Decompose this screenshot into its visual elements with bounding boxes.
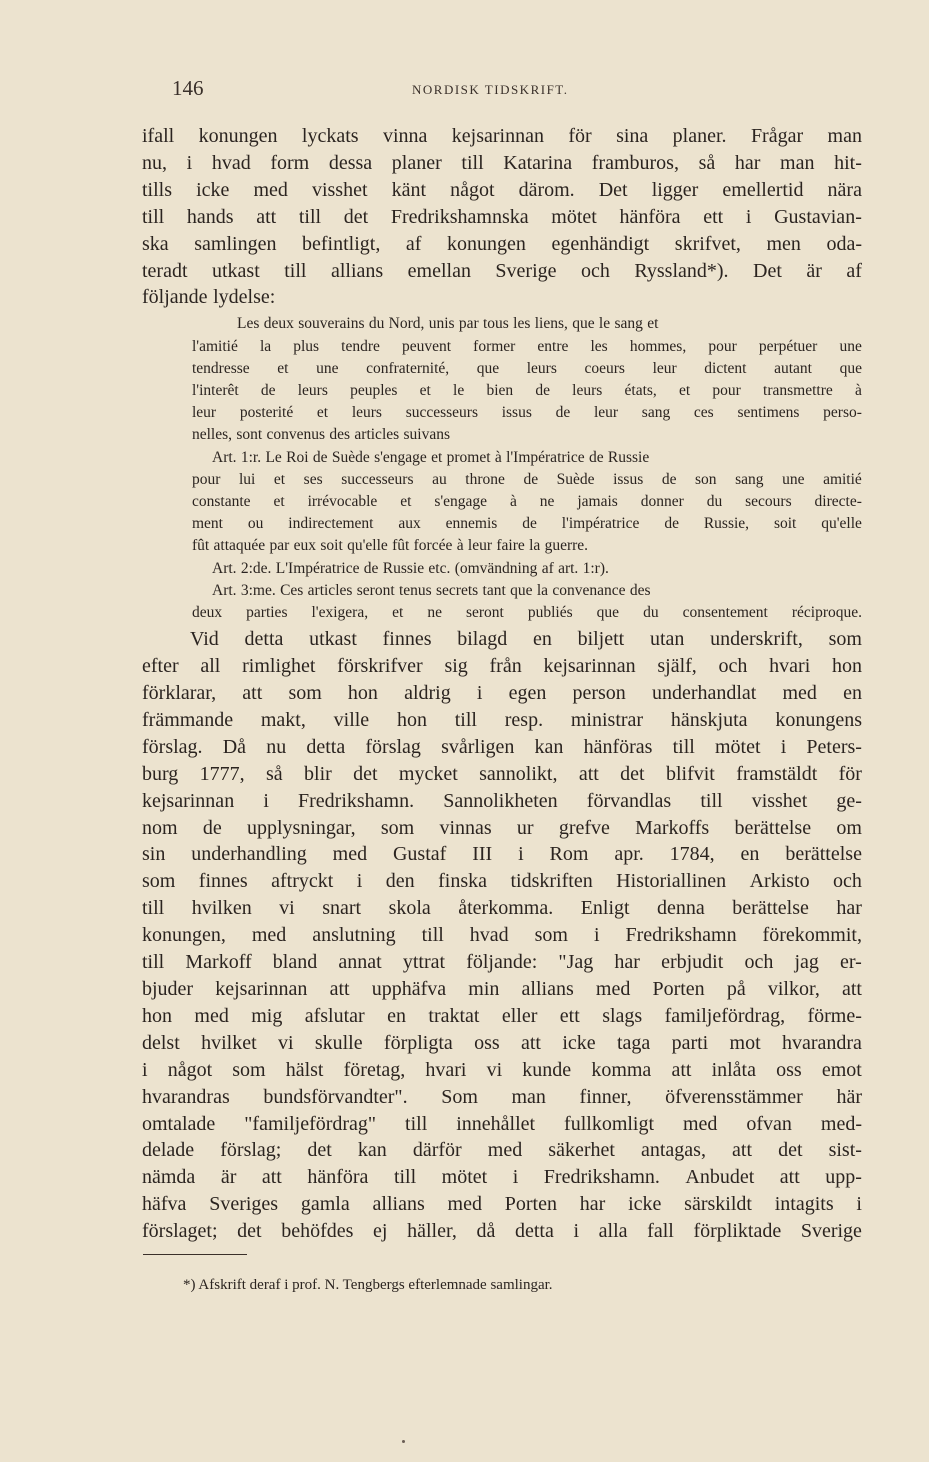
text-line: främmande makt, ville hon till resp. ministrar hänskjuta konungens — [142, 708, 862, 731]
article-2 — [192, 558, 862, 580]
paragraph-1 — [142, 123, 862, 311]
text-line: nom de upplysningar, som vinnas ur grefve Markoffs berättelse om — [142, 816, 862, 839]
text-line: bjuder kejsarinnan att upphäfva min allians med Porten på vilkor, att — [142, 977, 862, 1000]
text-line: till hands att till det Fredrikshamnska mötet hänföra ett i Gustavian- — [142, 205, 862, 228]
text-line: nämda är att hänföra till mötet i Fredrikshamn. Anbudet att upp- — [142, 1166, 862, 1189]
quote-line: tendresse et une confraternité, que leurs coeurs leur dictent autant que — [192, 359, 862, 377]
paper-speck — [402, 1440, 405, 1443]
text-line: förslag. Då nu detta förslag svårligen kan hänföras till mötet i Peters- — [142, 735, 862, 758]
text-line: följande lydelse: — [142, 286, 276, 309]
quote-line: Art. 2:de. L'Impératrice de Russie etc. (omvändning af art. 1:r). — [212, 559, 609, 577]
quote-line: Les deux souverains du Nord, unis par tous les liens, que le sang et — [237, 315, 659, 333]
text-line: ska samlingen befintligt, af konungen egenhändigt skrifvet, men oda- — [142, 232, 862, 255]
treaty-draft-quote — [142, 313, 862, 624]
quote-line: l'amitié la plus tendre peuvent former entre les hommes, pour perpétuer une — [192, 337, 862, 355]
quote-line: fût attaquée par eux soit qu'elle fût forcée à leur faire la guerre. — [192, 537, 589, 555]
text-line: häfva Sveriges gamla allians med Porten har icke särskildt intagits i — [142, 1193, 862, 1216]
text-line: förslaget; det behöfdes ej häller, då detta i alla fall förpliktade Sverige — [142, 1220, 862, 1243]
quote-line: ment ou indirectement aux ennemis de l'impératrice de Russie, soit qu'elle — [192, 515, 862, 533]
text-line: nu, i hvad form dessa planer till Katarina framburos, så har man hit- — [142, 151, 862, 174]
paragraph-2 — [142, 626, 862, 1245]
text-line: omtalade "familjefördrag" till innehållet fullkomligt med ofvan med- — [142, 1112, 862, 1135]
quote-line: Art. 3:me. Ces articles seront tenus secrets tant que la convenance des — [212, 581, 651, 599]
text-line: förklarar, att som hon aldrig i egen person underhandlat med en — [142, 682, 862, 704]
article-1 — [192, 447, 862, 558]
page-number: 146 — [172, 76, 204, 100]
text-line: i något som hälst företag, hvari vi kunde komma att inlåta oss emot — [142, 1058, 862, 1081]
text-line: till Markoff bland annat yttrat följande: "Jag har erbjudit och jag er- — [142, 951, 862, 974]
footnote: *) Afskrift deraf i prof. N. Tengbergs efterlemnade samlingar. — [183, 1277, 553, 1293]
footnote-divider — [143, 1254, 247, 1255]
quote-line: Art. 1:r. Le Roi de Suède s'engage et promet à l'Impératrice de Russie — [212, 448, 650, 466]
text-line: som finnes aftryckt i den finska tidskriften Historiallinen Arkisto och — [142, 870, 862, 893]
quote-line: nelles, sont convenus des articles suivans — [192, 426, 450, 444]
running-title: NORDISK TIDSKRIFT. — [412, 82, 569, 97]
quote-line: leur posterité et leurs successeurs issus de leur sang ces sentimens perso- — [192, 404, 862, 422]
quote-line: deux parties l'exigera, et ne seront publiés que du consentement réciproque. — [192, 603, 862, 621]
text-line: delst hvilket vi skulle förpligta oss att icke taga parti mot hvarandra — [142, 1031, 862, 1054]
page-body — [142, 123, 862, 1245]
text-line: teradt utkast till allians emellan Sverige och Ryssland*). Det är af — [142, 259, 862, 282]
article-3 — [192, 580, 862, 624]
text-line: efter all rimlighet förskrifver sig från kejsarinnan själf, och hvari hon — [142, 655, 862, 678]
quote-line: l'interêt de leurs peuples et le bien de leurs états, et pour transmettre à — [192, 381, 862, 399]
text-line: kejsarinnan i Fredrikshamn. Sannolikheten förvandlas till visshet ge- — [142, 789, 862, 812]
text-line: Vid detta utkast finnes bilagd en biljett utan underskrift, som — [190, 628, 862, 651]
text-line: hon med mig afslutar en traktat eller ett slags familjefördrag, förme- — [142, 1004, 862, 1027]
text-line: konungen, med anslutning till hvad som i Fredrikshamn förekommit, — [142, 924, 862, 947]
text-line: hvarandras bundsförvandter". Som man finner, öfverensstämmer här — [142, 1085, 862, 1108]
quote-line: pour lui et ses successeurs au throne de Suède issus de son sang une amitié — [192, 470, 862, 488]
text-line: burg 1777, så blir det mycket sannolikt, att det blifvit framstäldt för — [142, 762, 862, 785]
text-line: delade förslag; det kan därför med säkerhet antagas, att det sist- — [142, 1139, 862, 1162]
quote-line: constante et irrévocable et s'engage à ne jamais donner du secours directe- — [192, 492, 862, 510]
page-header — [172, 76, 592, 106]
text-line: till hvilken vi snart skola återkomma. Enligt denna berättelse har — [142, 897, 862, 920]
text-line: sin underhandling med Gustaf III i Rom apr. 1784, en berättelse — [142, 843, 862, 866]
text-line: ifall konungen lyckats vinna kejsarinnan för sina planer. Frågar man — [142, 125, 862, 147]
text-line: tills icke med visshet känt något därom. Det ligger emellertid nära — [142, 178, 862, 201]
